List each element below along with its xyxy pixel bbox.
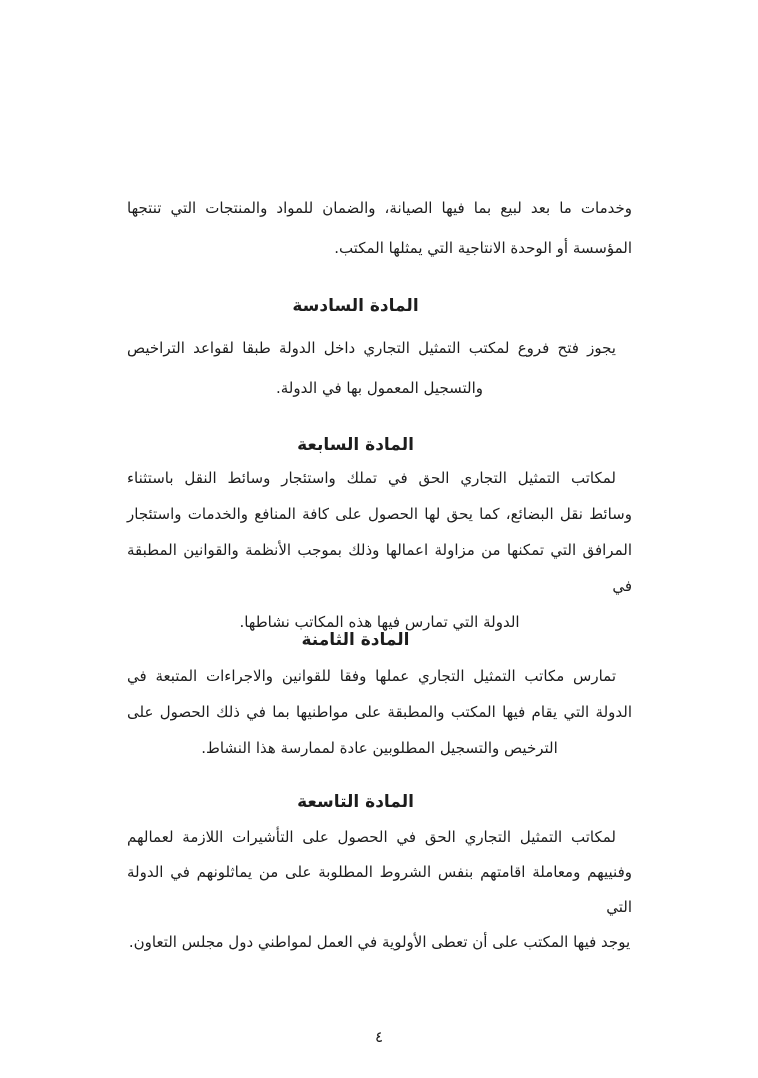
text-line: وسائط نقل البضائع، كما يحق لها الحصول على كافة المنافع والخدمات واستئجار [127,505,632,523]
text-line: لمكاتب التمثيل التجاري الحق في تملك واستئجار وسائط النقل باستثناء [127,469,616,487]
text-line: والتسجيل المعمول بها في الدولة. [275,379,484,397]
text-line: الدولة التي تمارس فيها هذه المكاتب نشاطها. [239,613,520,631]
article-7-title: المادة السابعة [297,435,414,455]
article-9-title: المادة التاسعة [297,792,414,812]
text-line: الترخيص والتسجيل المطلوبين عادة لممارسة هذا النشاط. [201,739,558,757]
text-line: يجوز فتح فروع لمكتب التمثيل التجاري داخل الدولة طبقا لقواعد التراخيص [127,339,616,357]
article-6-paragraph [127,328,632,408]
article-8-title: المادة الثامنة [301,630,410,650]
article-8-paragraph [127,658,632,766]
continuation-paragraph [127,188,632,268]
text-line: وفنييهم ومعاملة اقامتهم بنفس الشروط المطلوبة على من يماثلونهم في الدولة التي [127,863,632,916]
text-line: وخدمات ما بعد لبيع بما فيها الصيانة، والضمان للمواد والمنتجات التي تنتجها [127,199,632,217]
text-line: يوجد فيها المكتب على أن تعطى الأولوية في العمل لمواطني دول مجلس التعاون. [128,933,631,951]
text-line: تمارس مكاتب التمثيل التجاري عملها وفقا للقوانين والاجراءات المتبعة في [127,667,616,685]
text-line: الدولة التي يقام فيها المكتب والمطبقة على مواطنيها بما في ذلك الحصول على [127,703,632,721]
text-line: لمكاتب التمثيل التجاري الحق في الحصول على التأشيرات اللازمة لعمالهم [127,828,616,846]
text-line: المؤسسة أو الوحدة الانتاجية التي يمثلها المكتب. [334,239,632,257]
article-6-title: المادة السادسة [292,296,419,316]
page-number: ٤ [374,1028,384,1046]
article-7-paragraph [127,460,632,640]
text-line: المرافق التي تمكنها من مزاولة اعمالها وذلك بموجب الأنظمة والقوانين المطبقة في [127,541,632,595]
article-9-paragraph [127,820,632,960]
